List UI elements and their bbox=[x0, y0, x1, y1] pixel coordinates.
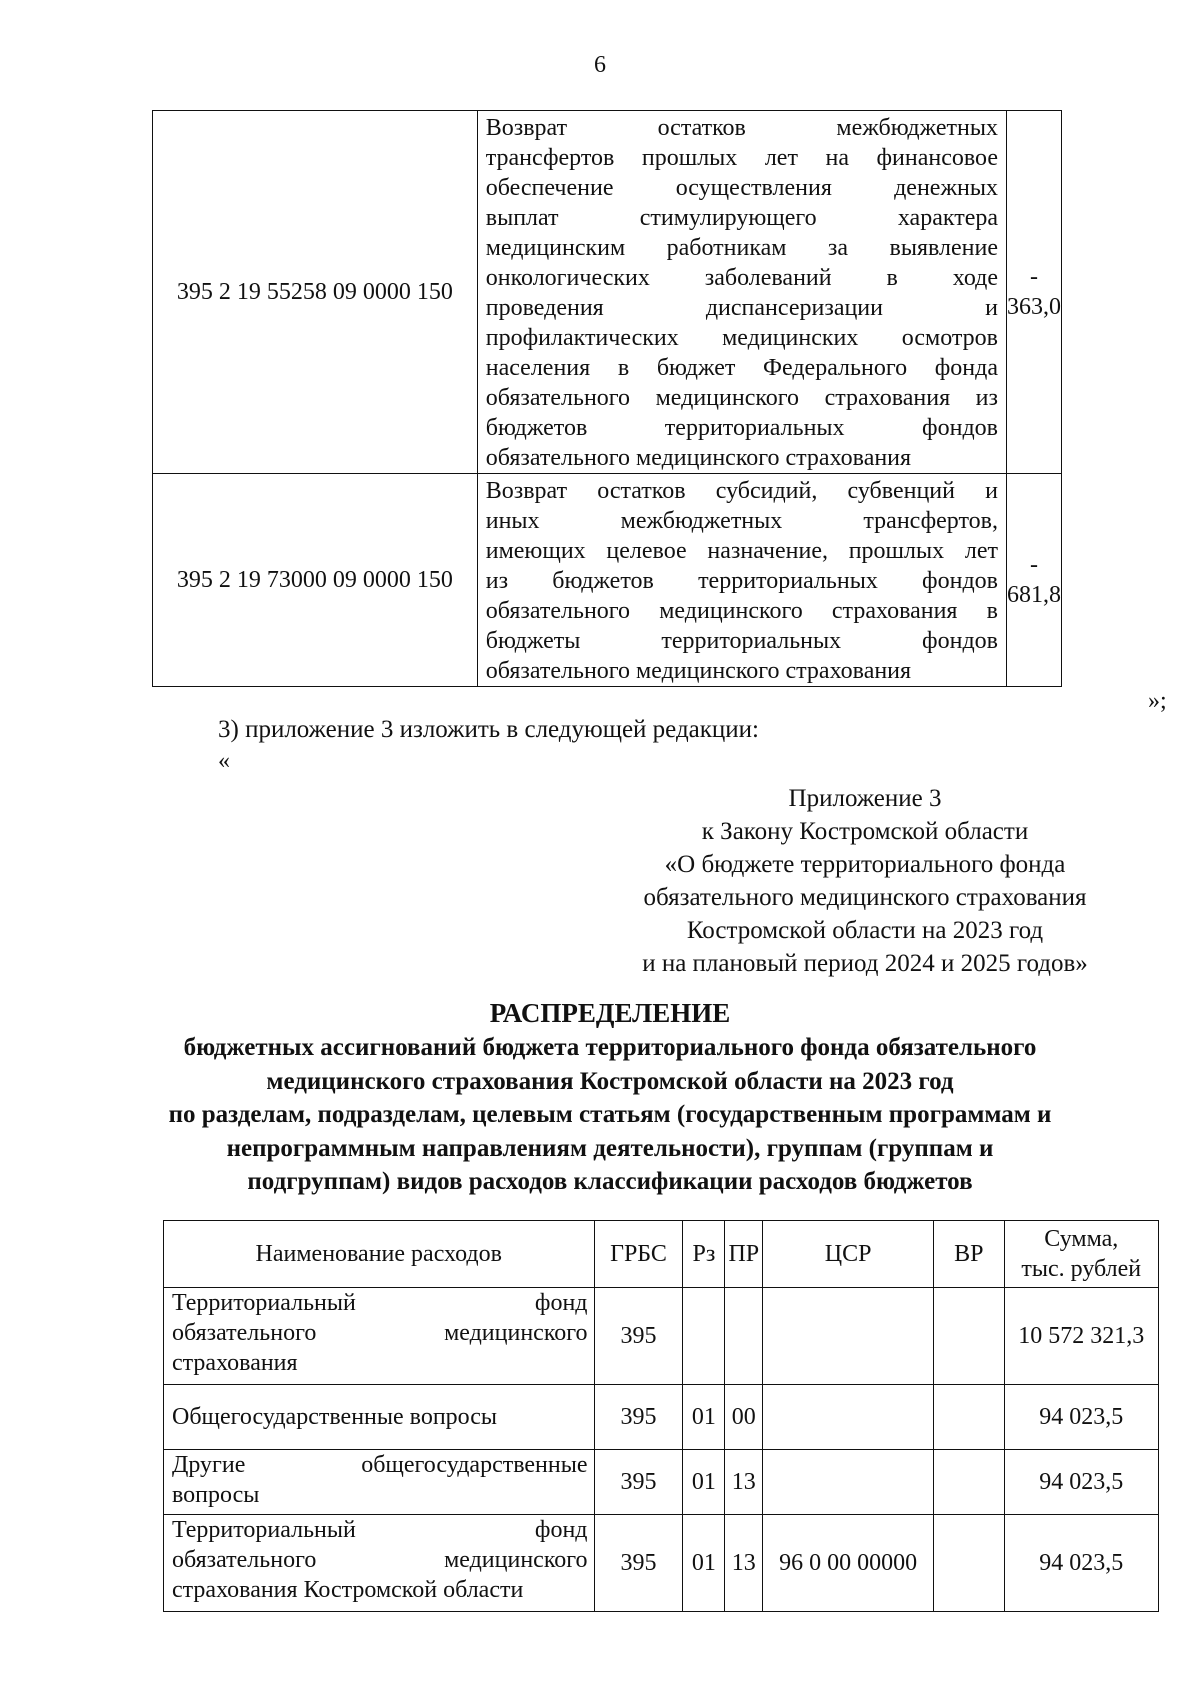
description-line: выплат стимулирующего характера bbox=[485, 205, 998, 231]
table-row bbox=[164, 1515, 1159, 1612]
opening-quote: « bbox=[218, 748, 230, 774]
subtitle-line: медицинского страхования Костромской области на 2023 год bbox=[266, 1067, 954, 1095]
description-line: трансфертов прошлых лет на финансовое bbox=[485, 145, 998, 171]
appendix-line: «О бюджете территориального фонда bbox=[664, 851, 1066, 878]
description-line: иных межбюджетных трансфертов, bbox=[485, 508, 998, 534]
header-grbs: ГРБС bbox=[594, 1221, 683, 1288]
name-line: обязательного медицинского bbox=[172, 1547, 588, 1573]
vr-cell bbox=[933, 1515, 1004, 1612]
closing-quote: »; bbox=[1148, 688, 1167, 714]
pr-cell bbox=[725, 1288, 763, 1385]
expense-name bbox=[164, 1385, 595, 1450]
description-line: бюджетов территориальных фондов bbox=[485, 415, 998, 441]
header-row bbox=[164, 1221, 1159, 1288]
header-sum bbox=[1004, 1221, 1158, 1288]
pr-cell: 13 bbox=[725, 1450, 763, 1515]
appendix-line: к Закону Костромской области bbox=[701, 818, 1029, 845]
vr-cell bbox=[933, 1450, 1004, 1515]
name-line: Территориальный фонд bbox=[172, 1517, 588, 1543]
rz-cell bbox=[683, 1288, 725, 1385]
csr-cell bbox=[763, 1385, 934, 1450]
description-line: Возврат остатков межбюджетных bbox=[485, 115, 998, 141]
description-line: проведения диспансеризации и bbox=[485, 295, 998, 321]
sum-cell: 94 023,5 bbox=[1004, 1450, 1158, 1515]
grbs-cell: 395 bbox=[594, 1385, 683, 1450]
table-row bbox=[153, 111, 1062, 474]
rz-cell: 01 bbox=[683, 1385, 725, 1450]
description-line: обязательного медицинского страхования bbox=[485, 658, 912, 684]
header-vr: ВР bbox=[933, 1221, 1004, 1288]
name-line: страхования bbox=[172, 1350, 298, 1376]
description-line: обязательного медицинского страхования в bbox=[485, 598, 998, 624]
subtitle-line: по разделам, подразделам, целевым статьям (государственным программам и bbox=[168, 1101, 1052, 1128]
appendix-line: Приложение 3 bbox=[788, 785, 942, 812]
csr-cell bbox=[763, 1450, 934, 1515]
name-line: страхования Костромской области bbox=[172, 1577, 524, 1603]
amount: - 681,8 bbox=[1007, 474, 1062, 687]
appendix-line: Костромской области на 2023 год bbox=[686, 917, 1044, 944]
rz-cell: 01 bbox=[683, 1515, 725, 1612]
description-line: профилактических медицинских осмотров bbox=[485, 325, 998, 351]
name-line: обязательного медицинского bbox=[172, 1320, 588, 1346]
grbs-cell: 395 bbox=[594, 1515, 683, 1612]
vr-cell bbox=[933, 1288, 1004, 1385]
description-line: медицинским работникам за выявление bbox=[485, 235, 998, 261]
pr-cell: 13 bbox=[725, 1515, 763, 1612]
expense-name bbox=[164, 1450, 595, 1515]
description-line: Возврат остатков субсидий, субвенций и bbox=[485, 478, 998, 504]
name-line: Общегосударственные вопросы bbox=[172, 1404, 498, 1430]
expense-name bbox=[164, 1288, 595, 1385]
expense-name bbox=[164, 1515, 595, 1612]
top-table bbox=[152, 110, 1062, 687]
pr-cell: 00 bbox=[725, 1385, 763, 1450]
description-line: обеспечение осуществления денежных bbox=[485, 175, 998, 201]
header-pr: ПР bbox=[725, 1221, 763, 1288]
csr-cell bbox=[763, 1288, 934, 1385]
description-line: обязательного медицинского страхования из bbox=[485, 385, 998, 411]
table-row bbox=[164, 1385, 1159, 1450]
csr-cell: 96 0 00 00000 bbox=[763, 1515, 934, 1612]
header-sum-line: тыс. рублей bbox=[1021, 1256, 1142, 1282]
header-csr: ЦСР bbox=[763, 1221, 934, 1288]
sum-cell: 10 572 321,3 bbox=[1004, 1288, 1158, 1385]
description-line: имеющих целевое назначение, прошлых лет bbox=[485, 538, 998, 564]
vr-cell bbox=[933, 1385, 1004, 1450]
subtitle-line: непрограммным направлениям деятельности), группам (группам и bbox=[226, 1134, 994, 1162]
table-row bbox=[153, 474, 1062, 687]
appendix-header bbox=[590, 782, 1140, 980]
sum-cell: 94 023,5 bbox=[1004, 1515, 1158, 1612]
item-3-text: 3) приложение 3 изложить в следующей редакции: bbox=[218, 716, 759, 743]
name-line: вопросы bbox=[172, 1482, 260, 1508]
sum-cell: 94 023,5 bbox=[1004, 1385, 1158, 1450]
grbs-cell: 395 bbox=[594, 1288, 683, 1385]
appendix-line: обязательного медицинского страхования bbox=[643, 884, 1087, 911]
description-line: онкологических заболеваний в ходе bbox=[485, 265, 998, 291]
description-line: обязательного медицинского страхования bbox=[485, 445, 912, 471]
description-line: бюджеты территориальных фондов bbox=[485, 628, 998, 654]
document-title: РАСПРЕДЕЛЕНИЕ bbox=[489, 998, 731, 1028]
name-line: Другие общегосударственные bbox=[172, 1452, 588, 1478]
name-line: Территориальный фонд bbox=[172, 1290, 588, 1316]
description-line: из бюджетов территориальных фондов bbox=[485, 568, 998, 594]
grbs-cell: 395 bbox=[594, 1450, 683, 1515]
description-line: населения в бюджет Федерального фонда bbox=[485, 355, 998, 381]
table-row bbox=[164, 1450, 1159, 1515]
document-subtitle bbox=[150, 1031, 1070, 1199]
description bbox=[477, 111, 1006, 474]
budget-code: 395 2 19 55258 09 0000 150 bbox=[153, 111, 478, 474]
table-row bbox=[164, 1288, 1159, 1385]
budget-code: 395 2 19 73000 09 0000 150 bbox=[153, 474, 478, 687]
appendix-line: и на плановый период 2024 и 2025 годов» bbox=[642, 950, 1088, 977]
subtitle-line: подгруппам) видов расходов классификации расходов бюджетов bbox=[247, 1168, 973, 1195]
rz-cell: 01 bbox=[683, 1450, 725, 1515]
amount: - 363,0 bbox=[1007, 111, 1062, 474]
header-name: Наименование расходов bbox=[164, 1221, 595, 1288]
header-rz: Рз bbox=[683, 1221, 725, 1288]
description bbox=[477, 474, 1006, 687]
page-number: 6 bbox=[594, 52, 606, 78]
header-sum-line: Сумма, bbox=[1044, 1226, 1119, 1252]
subtitle-line: бюджетных ассигнований бюджета территориального фонда обязательного bbox=[183, 1034, 1037, 1061]
distribution-table bbox=[163, 1220, 1159, 1612]
